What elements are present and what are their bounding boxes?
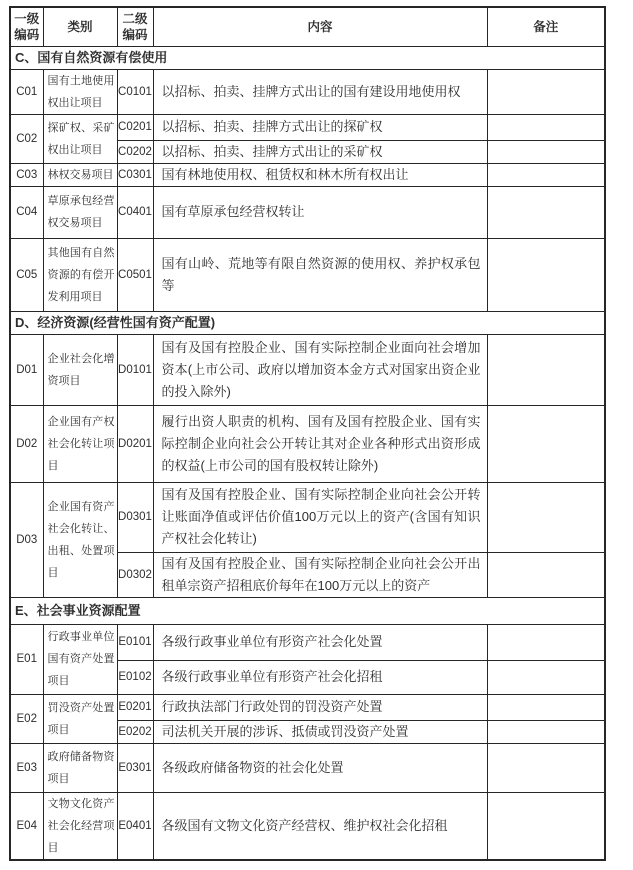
remark-cell (487, 482, 605, 552)
category-cell: 企业国有产权社会化转让项目 (43, 405, 117, 482)
content-cell: 国有山岭、荒地等有限自然资源的使用权、养护权承包等 (153, 238, 487, 311)
remark-cell (487, 69, 605, 114)
level2-code-cell: C0101 (117, 69, 153, 114)
remark-cell (487, 552, 605, 597)
category-cell: 罚没资产处置项目 (43, 694, 117, 743)
remark-cell (487, 238, 605, 311)
remark-cell (487, 743, 605, 792)
content-cell: 以招标、拍卖、挂牌方式出让的探矿权 (153, 114, 487, 140)
level1-code-cell: C04 (10, 186, 43, 238)
level1-code-cell: D03 (10, 482, 43, 597)
content-cell: 各级政府储备物资的社会化处置 (153, 743, 487, 792)
content-cell: 履行出资人职责的机构、国有及国有控股企业、国有实际控制企业向社会公开转让其对企业各种形式出资形成的权益(上市公司的国有股权转让除外) (153, 405, 487, 482)
section-title: E、社会事业资源配置 (10, 597, 605, 624)
level2-code-cell: C0401 (117, 186, 153, 238)
col-header-level2-code: 二级编码 (117, 7, 153, 46)
level1-code-cell: C01 (10, 69, 43, 114)
category-cell: 草原承包经营权交易项目 (43, 186, 117, 238)
col-header-content: 内容 (153, 7, 487, 46)
table-row (10, 114, 605, 140)
category-cell: 政府储备物资项目 (43, 743, 117, 792)
level2-code-cell: D0302 (117, 552, 153, 597)
content-cell: 国有及国有控股企业、国有实际控制企业向社会公开出租单宗资产招租底价每年在100万元以上的资产 (153, 552, 487, 597)
level1-code-cell: D02 (10, 405, 43, 482)
table-row (10, 792, 605, 860)
level2-code-cell: E0401 (117, 792, 153, 860)
level2-code-cell: D0201 (117, 405, 153, 482)
level2-code-cell: E0101 (117, 624, 153, 660)
category-cell: 探矿权、采矿权出让项目 (43, 114, 117, 163)
content-cell: 国有林地使用权、租赁权和林木所有权出让 (153, 163, 487, 186)
level2-code-cell: D0101 (117, 334, 153, 405)
remark-cell (487, 186, 605, 238)
remark-cell (487, 163, 605, 186)
col-header-category: 类别 (43, 7, 117, 46)
section-title: C、国有自然资源有偿使用 (10, 46, 605, 69)
section-header-row (10, 597, 605, 624)
category-cell: 企业国有资产社会化转让、出租、处置项目 (43, 482, 117, 597)
table-row (10, 238, 605, 311)
remark-cell (487, 334, 605, 405)
col-header-remark: 备注 (487, 7, 605, 46)
content-cell: 国有草原承包经营权转让 (153, 186, 487, 238)
level2-code-cell: C0501 (117, 238, 153, 311)
content-cell: 各级国有文物文化资产经营权、维护权社会化招租 (153, 792, 487, 860)
level2-code-cell: C0301 (117, 163, 153, 186)
classification-table (9, 6, 606, 861)
table-row (10, 624, 605, 660)
content-cell: 以招标、拍卖、挂牌方式出让的国有建设用地使用权 (153, 69, 487, 114)
remark-cell (487, 720, 605, 743)
level2-code-cell: E0201 (117, 694, 153, 720)
category-cell: 国有土地使用权出让项目 (43, 69, 117, 114)
remark-cell (487, 405, 605, 482)
category-cell: 林权交易项目 (43, 163, 117, 186)
level2-code-cell: E0301 (117, 743, 153, 792)
section-header-row (10, 46, 605, 69)
level1-code-cell: E02 (10, 694, 43, 743)
level1-code-cell: E03 (10, 743, 43, 792)
category-cell: 行政事业单位国有资产处置项目 (43, 624, 117, 694)
level1-code-cell: E01 (10, 624, 43, 694)
level1-code-cell: C03 (10, 163, 43, 186)
remark-cell (487, 140, 605, 163)
level2-code-cell: D0301 (117, 482, 153, 552)
remark-cell (487, 624, 605, 660)
table-row (10, 186, 605, 238)
level1-code-cell: D01 (10, 334, 43, 405)
level2-code-cell: E0102 (117, 660, 153, 694)
table-row (10, 163, 605, 186)
remark-cell (487, 792, 605, 860)
section-title: D、经济资源(经营性国有资产配置) (10, 311, 605, 334)
col-header-level1-code: 一级编码 (10, 7, 43, 46)
category-cell: 文物文化资产社会化经营项目 (43, 792, 117, 860)
remark-cell (487, 694, 605, 720)
content-cell: 行政执法部门行政处罚的罚没资产处置 (153, 694, 487, 720)
content-cell: 各级行政事业单位有形资产社会化招租 (153, 660, 487, 694)
remark-cell (487, 660, 605, 694)
content-cell: 国有及国有控股企业、国有实际控制企业向社会公开转让账面净值或评估价值100万元以上的资产(含国有知识产权社会化转让) (153, 482, 487, 552)
section-header-row (10, 311, 605, 334)
table-row (10, 743, 605, 792)
level1-code-cell: C05 (10, 238, 43, 311)
content-cell: 各级行政事业单位有形资产社会化处置 (153, 624, 487, 660)
table-row (10, 482, 605, 552)
remark-cell (487, 114, 605, 140)
level1-code-cell: C02 (10, 114, 43, 163)
content-cell: 司法机关开展的涉诉、抵债或罚没资产处置 (153, 720, 487, 743)
category-cell: 其他国有自然资源的有偿开发利用项目 (43, 238, 117, 311)
level1-code-cell: E04 (10, 792, 43, 860)
level2-code-cell: E0202 (117, 720, 153, 743)
table-row (10, 334, 605, 405)
content-cell: 以招标、拍卖、挂牌方式出让的采矿权 (153, 140, 487, 163)
table-row (10, 694, 605, 720)
table-row (10, 405, 605, 482)
level2-code-cell: C0201 (117, 114, 153, 140)
table-header-row (10, 7, 605, 46)
level2-code-cell: C0202 (117, 140, 153, 163)
table-row (10, 69, 605, 114)
category-cell: 企业社会化增资项目 (43, 334, 117, 405)
content-cell: 国有及国有控股企业、国有实际控制企业面向社会增加资本(上市公司、政府以增加资本金方式对国家出资企业的投入除外) (153, 334, 487, 405)
